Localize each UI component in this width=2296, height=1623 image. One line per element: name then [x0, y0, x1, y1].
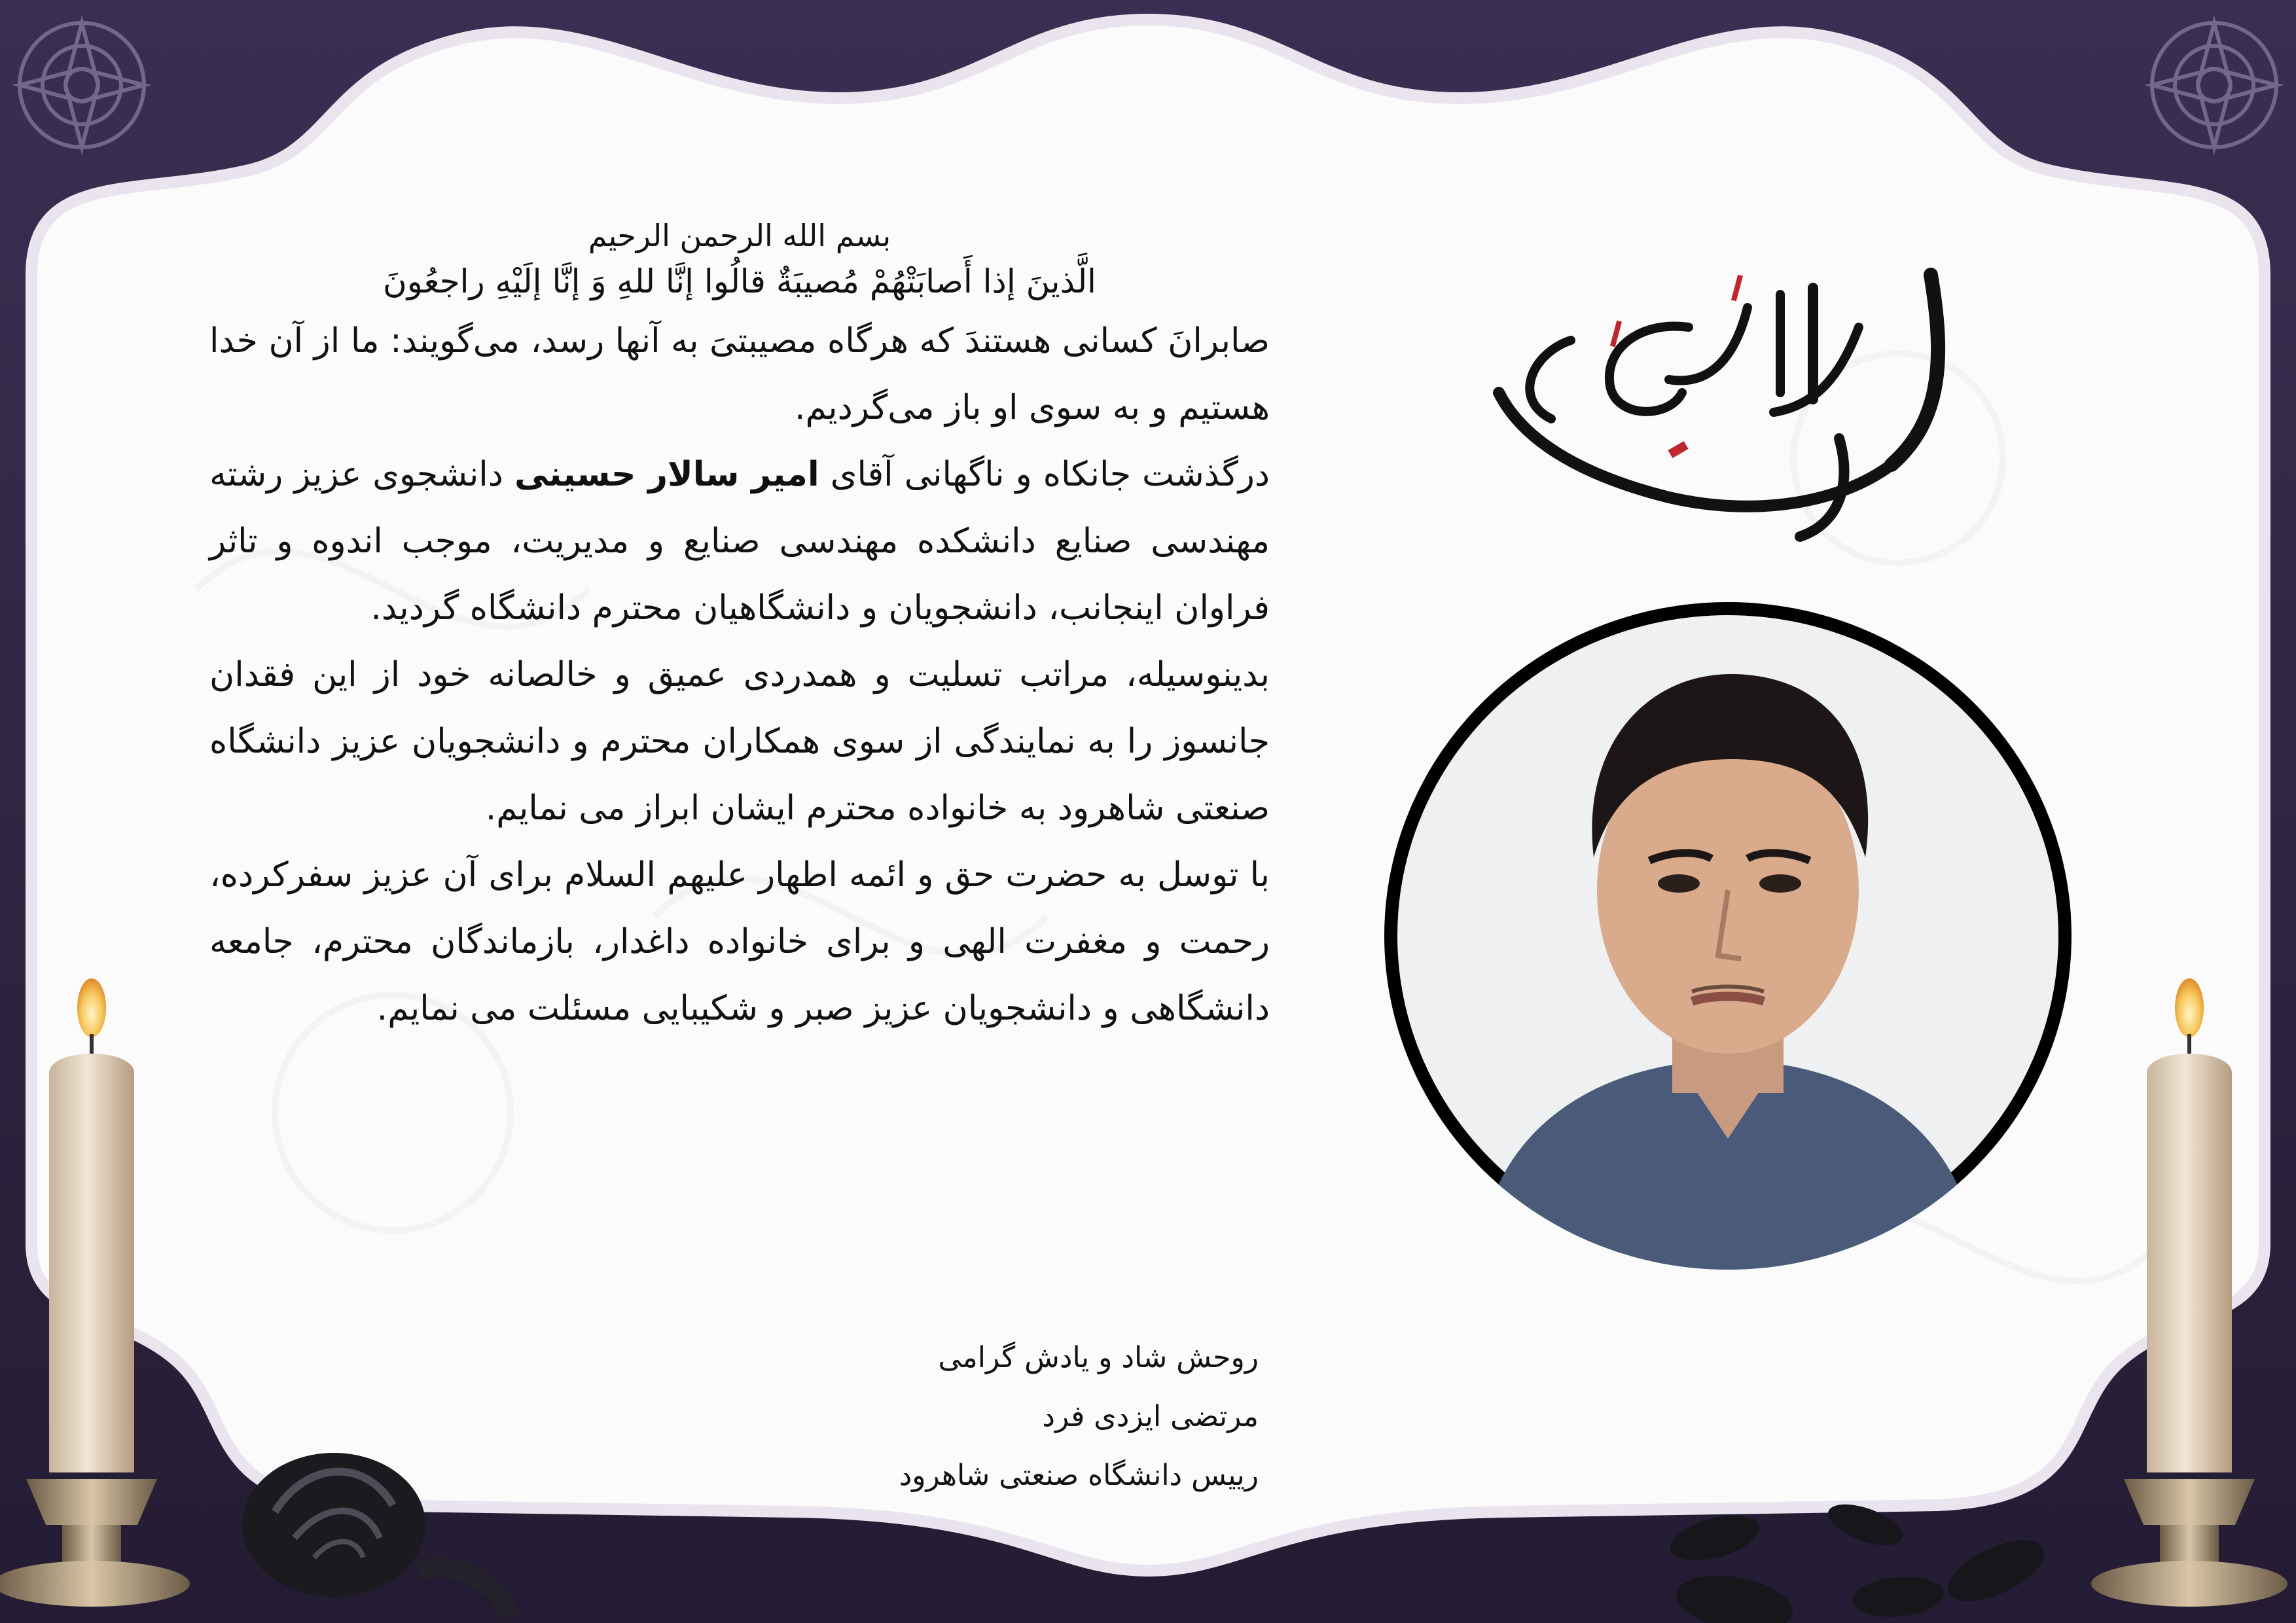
calligraphy-verse-icon — [1473, 249, 1970, 543]
deceased-portrait — [1384, 602, 2072, 1270]
signature-name: مرتضی ایزدی فرد — [1042, 1400, 1259, 1433]
signature-line-1: روحش شاد و یادش گرامی — [938, 1341, 1259, 1374]
quran-verse: الَّذینَ إذا أَصابَتْهُمْ مُصیبَةٌ قالُوا إنَّا للهِ وَ إنَّا إلَیْهِ راجعُونَ — [383, 262, 1096, 300]
paragraph-4: با توسل به حضرت حق و ائمه اطهار علیهم السلام برای آن عزیز سفرکرده، رحمت و مغفرت الهی و برای خانواده داغدار، بازماندگان محترم، جامعه دانشگاهی و دانشجویان عزیز صبر و شکیبایی مسئلت می نمایم. — [209, 855, 1270, 1028]
paragraph-2-prefix: درگذشت جانکاه و ناگهانی آقای — [830, 455, 1270, 494]
basmala: بسم الله الرحمن الرحیم — [588, 218, 891, 253]
deceased-name: امیر سالار حسینی — [514, 455, 819, 494]
paragraph-2 — [209, 441, 1270, 641]
paragraph-2-rest: دانشجوی عزیز رشته مهندسی صنایع دانشکده مهندسی صنایع و مدیریت، موجب اندوه و تاثر فراوان اینجانب، دانشجویان و دانشگاهیان محترم دانشگاه گردید. — [209, 455, 1270, 628]
signature-block — [670, 1329, 1259, 1505]
signature-title: رییس دانشگاه صنعتی شاهرود — [899, 1459, 1259, 1492]
condolence-text — [209, 216, 1270, 1042]
paragraph-1: صابرانَ کسانی هستندَ که هرگاه مصیبتیَ به آنها رسد، می‌گویند: ما از آن خدا هستیم و به سوی او باز می‌گردیم. — [209, 321, 1270, 427]
paragraph-3: بدینوسیله، مراتب تسلیت و همدردی عمیق و خالصانه خود از این فقدان جانسوز را به نمایندگی از سوی همکاران محترم و دانشجویان عزیز دانشگاه صنعتی شاهرود به خانواده محترم ایشان ابراز می نمایم. — [209, 655, 1270, 828]
